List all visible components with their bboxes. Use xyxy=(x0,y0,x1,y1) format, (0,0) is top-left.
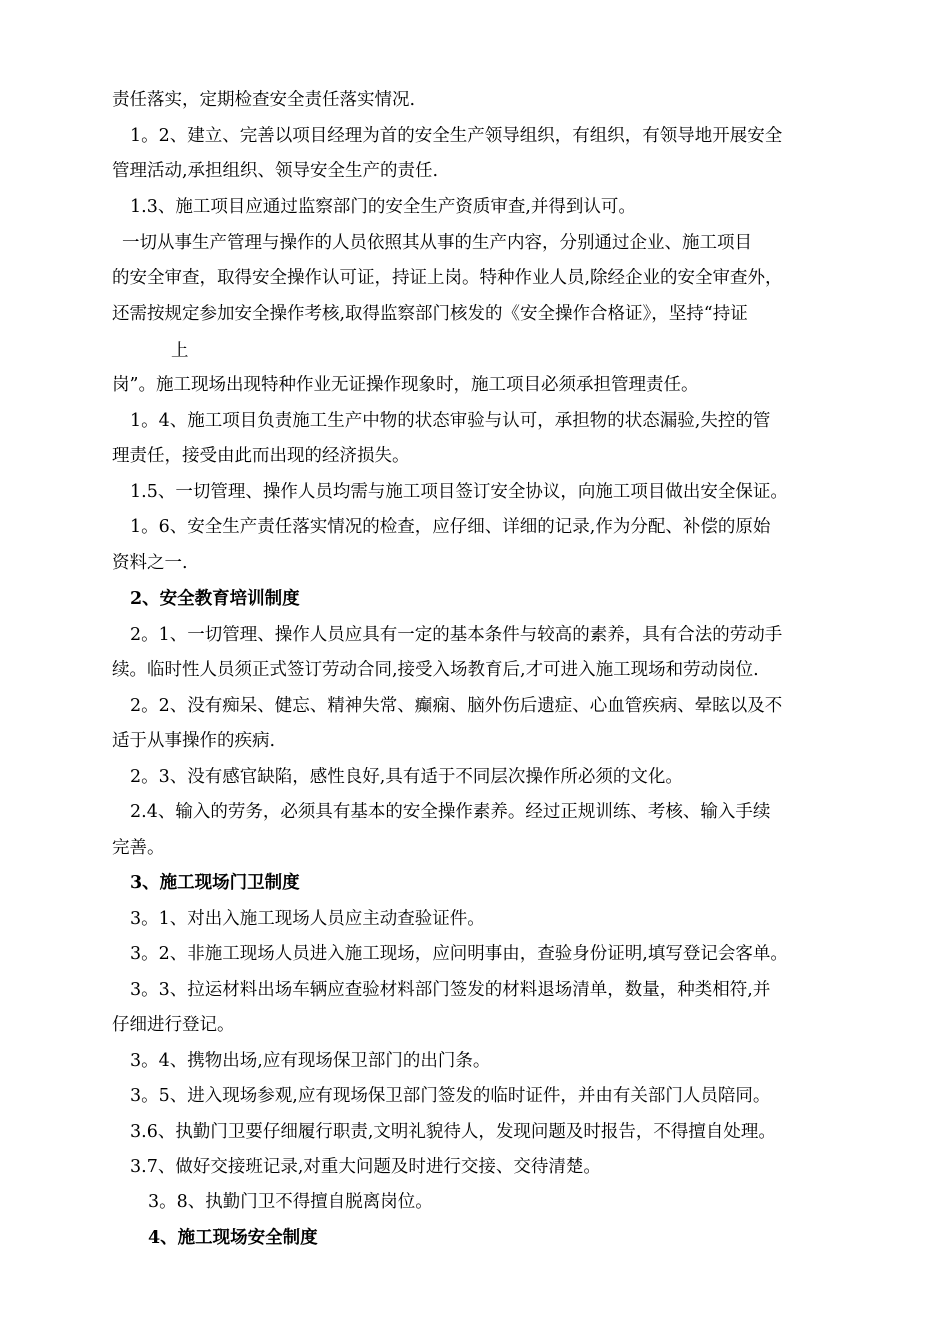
section-heading: 2、安全教育培训制度 xyxy=(130,589,300,609)
section-heading: 3、施工现场门卫制度 xyxy=(130,873,300,893)
text-line: 3.7、做好交接班记录,对重大问题及时进行交接、交待清楚。 xyxy=(130,1157,601,1177)
text-line: 一切从事生产管理与操作的人员依照其从事的生产内容，分别通过企业、施工项目 xyxy=(122,233,752,253)
text-line: 3。3、拉运材料出场车辆应查验材料部门签发的材料退场清单，数量，种类相符,并 xyxy=(130,980,771,1000)
text-line: 完善。 xyxy=(112,838,165,858)
text-line: 1。2、建立、完善以项目经理为首的安全生产领导组织，有组织，有领导地开展安全 xyxy=(130,126,783,146)
text-line: 管理活动,承担组织、领导安全生产的责任. xyxy=(112,161,439,181)
text-line: 1。4、施工项目负责施工生产中物的状态审验与认可，承担物的状态漏验,失控的管 xyxy=(130,411,771,431)
text-line: 1。6、安全生产责任落实情况的检查，应仔细、详细的记录,作为分配、补偿的原始 xyxy=(130,517,771,537)
text-line: 的安全审查，取得安全操作认可证，持证上岗。特种作业人员,除经企业的安全审查外， xyxy=(112,268,783,288)
text-line: 3。4、携物出场,应有现场保卫部门的出门条。 xyxy=(130,1051,491,1071)
text-line: 3.6、执勤门卫要仔细履行职责,文明礼貌待人，发现问题及时报告，不得擅自处理。 xyxy=(130,1122,776,1142)
text-line: 理责任，接受由此而出现的经济损失。 xyxy=(112,446,410,466)
text-line: 仔细进行登记。 xyxy=(112,1015,235,1035)
text-line: 责任落实，定期检查安全责任落实情况. xyxy=(112,90,416,110)
text-line: 1.3、施工项目应通过监察部门的安全生产资质审查,并得到认可。 xyxy=(130,197,636,217)
section-heading: 4、施工现场安全制度 xyxy=(148,1228,318,1248)
text-line: 3。5、进入现场参观,应有现场保卫部门签发的临时证件，并由有关部门人员陪同。 xyxy=(130,1086,771,1106)
text-line: 3。1、对出入施工现场人员应主动查验证件。 xyxy=(130,909,485,929)
text-line: 2。3、没有感官缺陷，感性良好,具有适于不同层次操作所必须的文化。 xyxy=(130,767,683,787)
text-line: 3。8、执勤门卫不得擅自脱离岗位。 xyxy=(148,1192,433,1212)
text-line: 适于从事操作的疾病. xyxy=(112,731,276,751)
text-line: 还需按规定参加安全操作考核,取得监察部门核发的《安全操作合格证》，坚持“持证 xyxy=(112,304,748,324)
text-line: 3。2、非施工现场人员进入施工现场，应问明事由，查验身份证明,填写登记会客单。 xyxy=(130,944,788,964)
text-line: 岗”。施工现场出现特种作业无证操作现象时，施工项目必须承担管理责任。 xyxy=(112,375,699,395)
text-line: 续。临时性人员须正式签订劳动合同,接受入场教育后,才可进入施工现场和劳动岗位. xyxy=(112,660,759,680)
text-line: 2。2、没有痴呆、健忘、精神失常、癫痫、脑外伤后遗症、心血管疾病、晕眩以及不 xyxy=(130,696,783,716)
text-line: 2.4、输入的劳务，必须具有基本的安全操作素养。经过正规训练、考核、输入手续 xyxy=(130,802,771,822)
text-line: 2。1、一切管理、操作人员应具有一定的基本条件与较高的素养，具有合法的劳动手 xyxy=(130,625,783,645)
text-line: 资料之一. xyxy=(112,553,188,573)
text-line: 上 xyxy=(171,341,189,361)
text-line: 1.5、一切管理、操作人员均需与施工项目签订安全协议，向施工项目做出安全保证。 xyxy=(130,482,788,502)
